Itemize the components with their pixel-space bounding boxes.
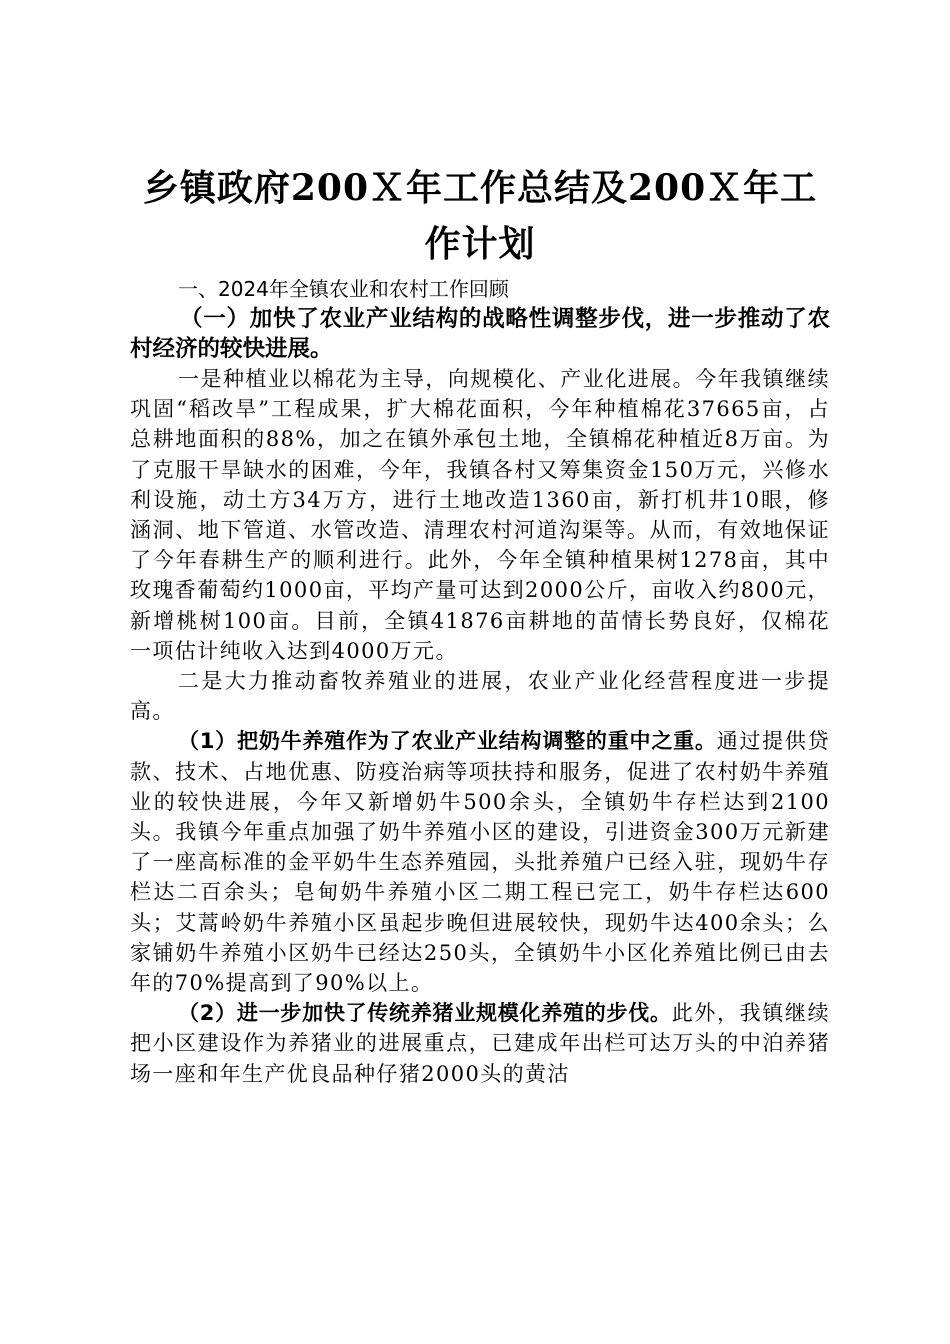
paragraph-dairy-lead: （1）把奶牛养殖作为了农业产业结构调整的重中之重。 xyxy=(178,729,717,754)
paragraph-dairy xyxy=(130,726,830,998)
paragraph-pig-body: 此外，我镇继续把小区建设作为养猪业的进展重点，已建成年出栏可达万头的中泊养猪场一座和年生产优良品种仔猪2000头的黄沽 xyxy=(130,1001,830,1086)
section-heading: 一、2024年全镇农业和农村工作回顾 xyxy=(178,277,509,301)
document-title: 乡镇政府200Ｘ年工作总结及200Ｘ年工作计划 xyxy=(142,167,818,265)
paragraph-dairy-body: 通过提供贷款、技术、占地优惠、防疫治病等项扶持和服务，促进了农村奶牛养殖业的较快进展，今年又新增奶牛500余头，全镇奶牛存栏达到2100头。我镇今年重点加强了奶牛养殖小区的建设，引进资金300万元新建了一座高标准的金平奶牛生态养殖园，头批养殖户已经入驻，现奶牛存栏达二百余头；皂甸奶牛养殖小区二期工程已完工，奶牛存栏达600头；艾蒿岭奶牛养殖小区虽起步晚但进展较快，现奶牛达400余头；么家铺奶牛养殖小区奶牛已经达250头，全镇奶牛小区化养殖比例已由去年的70%提高到了90%以上。 xyxy=(130,729,830,996)
paragraph-pig xyxy=(130,998,830,1089)
paragraph-pig-lead: （2）进一步加快了传统养猪业规模化养殖的步伐。 xyxy=(178,1001,672,1026)
subsection-heading: （一）加快了农业产业结构的战略性调整步伐，进一步推动了农村经济的较快进展。 xyxy=(130,306,830,362)
paragraph-livestock: 二是大力推动畜牧养殖业的进展，农业产业化经营程度进一步提高。 xyxy=(130,669,830,724)
paragraph-planting: 一是种植业以棉花为主导，向规模化、产业化进展。今年我镇继续巩固“稻改旱”工程成果，扩大棉花面积，今年种植棉花37665亩，占总耕地面积的88%，加之在镇外承包土地，全镇棉花种植近8万亩。为了克服干旱缺水的困难，今年，我镇各村又筹集资金150万元，兴修水利设施，动土方34万方，进行土地改造1360亩，新打机井10眼，修涵洞、地下管道、水管改造、清理农村河道沟渠等。从而，有效地保证了今年春耕生产的顺利进行。此外，今年全镇种植果树1278亩，其中玫瑰香葡萄约1000亩，平均产量可达到2000公斤，亩收入约800元，新增桃树100亩。目前，全镇41876亩耕地的苗情长势良好，仅棉花一项估计纯收入达到4000万元。 xyxy=(130,367,830,663)
